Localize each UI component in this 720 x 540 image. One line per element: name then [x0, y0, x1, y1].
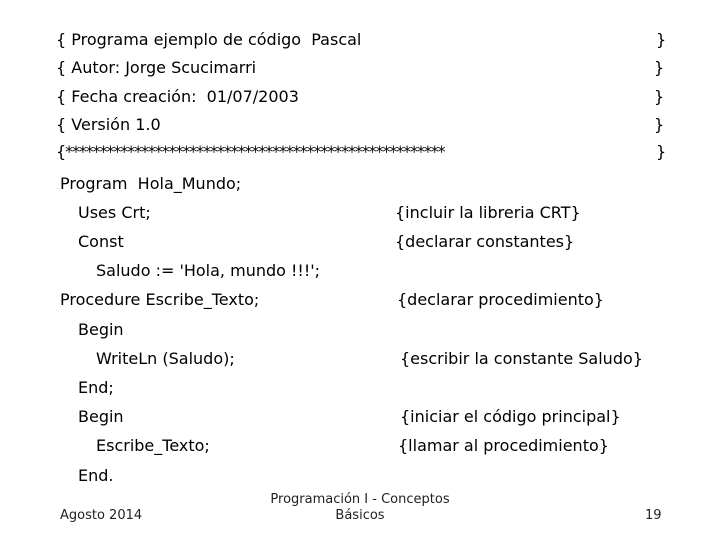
code-uses-comment: {incluir la libreria CRT} — [395, 203, 581, 222]
footer-page-number: 19 — [645, 508, 662, 523]
header-close-brace-4: } — [654, 115, 665, 134]
code-const-line: Const — [78, 232, 124, 251]
code-writeln-line: WriteLn (Saludo); — [96, 349, 235, 368]
code-procedure-line: Procedure Escribe_Texto; — [60, 290, 260, 309]
header-close-brace-2: } — [654, 58, 665, 77]
footer-course — [250, 492, 470, 524]
code-call-comment: {llamar al procedimiento} — [398, 436, 609, 455]
header-line-date: { Fecha creación: 01/07/2003 — [56, 87, 299, 106]
code-writeln-comment: {escribir la constante Saludo} — [400, 349, 643, 368]
header-line-program: { Programa ejemplo de código Pascal — [56, 30, 362, 49]
footer-course-line-2: Básicos — [335, 508, 385, 523]
header-stars-close-brace: } — [656, 142, 667, 161]
code-end-line-1: End; — [78, 378, 114, 397]
header-close-brace-1: } — [656, 30, 667, 49]
code-const-comment: {declarar constantes} — [395, 232, 575, 251]
header-line-version: { Versión 1.0 — [56, 115, 161, 134]
code-begin-comment: {iniciar el código principal} — [400, 407, 621, 426]
header-line-author: { Autor: Jorge Scucimarri — [56, 58, 257, 77]
code-saludo-line: Saludo := 'Hola, mundo !!!'; — [96, 261, 321, 280]
header-stars-line: {******************************************************* — [56, 142, 445, 161]
code-end-line-2: End. — [78, 466, 114, 485]
code-begin-line-2: Begin — [78, 407, 124, 426]
code-call-line: Escribe_Texto; — [96, 436, 210, 455]
footer-date: Agosto 2014 — [60, 508, 143, 523]
code-uses-line: Uses Crt; — [78, 203, 151, 222]
header-close-brace-3: } — [654, 87, 665, 106]
code-procedure-comment: {declarar procedimiento} — [397, 290, 604, 309]
footer-course-line-1: Programación I - Conceptos — [270, 492, 450, 507]
code-program-line: Program Hola_Mundo; — [60, 174, 242, 193]
code-begin-line-1: Begin — [78, 320, 124, 339]
